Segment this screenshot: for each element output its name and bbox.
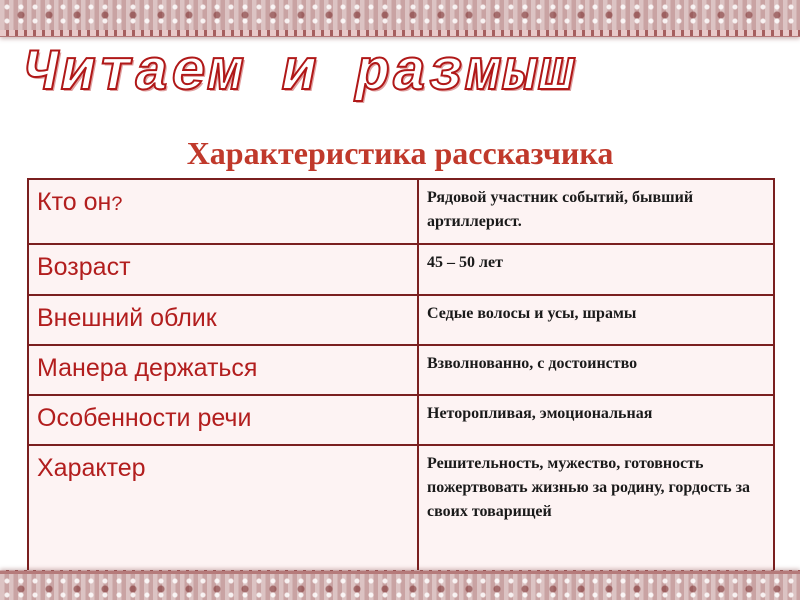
table-row: [28, 295, 774, 345]
row-value-cell: Рядовой участник событий, бывший артиллерист.: [418, 179, 774, 244]
row-label-cell: [28, 179, 418, 244]
row-value-cell: Седые волосы и усы, шрамы: [418, 295, 774, 345]
row-label-cell: Возраст: [28, 244, 418, 295]
row-label: Кто он: [37, 188, 112, 216]
row-value-cell: 45 – 50 лет: [418, 244, 774, 295]
question-mark: ?: [111, 194, 124, 217]
slide-title: Читаем и размыш: [24, 42, 577, 107]
row-value-cell: Взволнованно, с достоинство: [418, 345, 774, 395]
table-row: [28, 244, 774, 295]
table-row: [28, 445, 774, 571]
table-row: [28, 345, 774, 395]
table-row: [28, 179, 774, 244]
row-value-cell: Неторопливая, эмоциональная: [418, 395, 774, 445]
table-row: [28, 395, 774, 445]
row-label-cell: Манера держаться: [28, 345, 418, 395]
slide-subtitle: Характеристика рассказчика: [186, 135, 614, 171]
row-label-cell: Характер: [28, 445, 418, 571]
row-label-cell: Внешний облик: [28, 295, 418, 345]
row-label-cell: Особенности речи: [28, 395, 418, 445]
bottom-lace-border: [0, 571, 800, 600]
characteristics-table: [27, 178, 775, 572]
row-value-cell: Решительность, мужество, готовность пожертвовать жизнью за родину, гордость за своих товарищей: [418, 445, 774, 571]
characteristics-table-wrapper: [27, 178, 775, 570]
top-lace-strip: [0, 30, 800, 36]
